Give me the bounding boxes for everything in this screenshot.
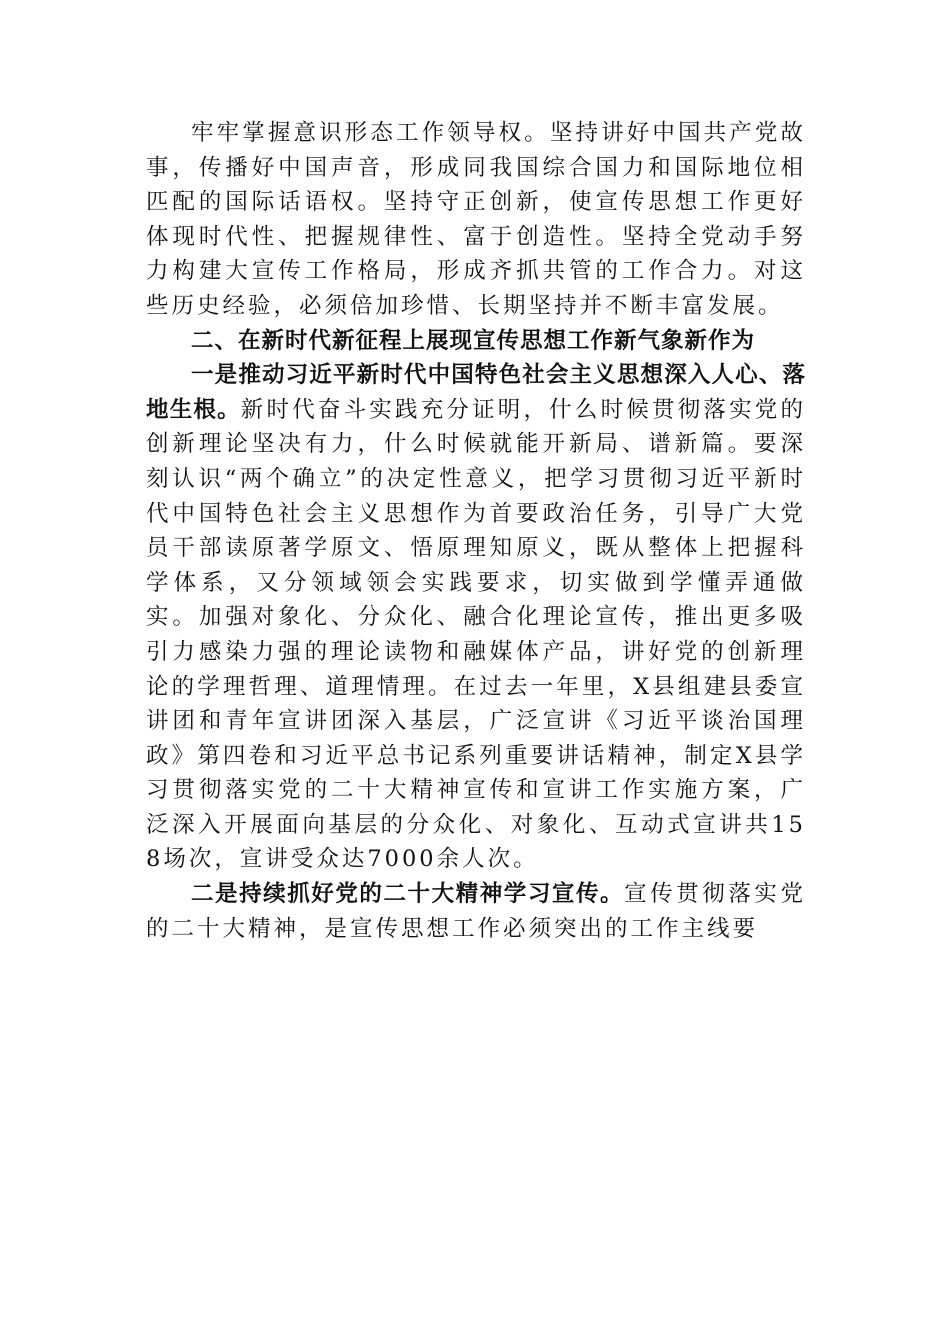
document-body: [146, 116, 806, 946]
paragraph-body-theory: 新时代奋斗实践充分证明，什么时候贯彻落实党的创新理论坚决有力，什么时候就能开新局、谱新篇。要深刻认识“两个确立”的决定性意义，把学习贯彻习近平新时代中国特色社会主义思想作为首要政治任务，引导广大党员干部读原著学原文、悟原理知原义，既从整体上把握科学体系，又分领域领会实践要求，切实做到学懂弄通做实。加强对象化、分众化、融合化理论宣传，推出更多吸引力感染力强的理论读物和融媒体产品，讲好党的创新理论的学理哲理、道理情理。在过去一年里，X县组建县委宣讲团和青年宣讲团深入基层，广泛宣讲《习近平谈治国理政》第四卷和习近平总书记系列重要讲话精神，制定X县学习贯彻落实党的二十大精神宣传和宣讲工作实施方案，广泛深入开展面向基层的分众化、对象化、互动式宣讲共158场次，宣讲受众达7000余人次。: [146, 396, 806, 873]
paragraph-body-congress: 宣传贯彻落实党的二十大精神，是宣传思想工作必须突出的工作主线要: [146, 881, 806, 942]
paragraph-lead-congress: 二是持续抓好党的二十大精神学习宣传。: [191, 881, 625, 908]
paragraph-congress-spirit: [146, 877, 806, 946]
paragraph-theory-promotion: [146, 358, 806, 877]
paragraph-lead-theory: 一是推动习近平新时代中国特色社会主义思想深入人心、落地生根。: [146, 362, 806, 423]
paragraph-historical-experience: 牢牢掌握意识形态工作领导权。坚持讲好中国共产党故事，传播好中国声音，形成同我国综合国力和国际地位相匹配的国际话语权。坚持守正创新，使宣传思想工作更好体现时代性、把握规律性、富于创造性。坚持全党动手努力构建大宣传工作格局，形成齐抓共管的工作合力。对这些历史经验，必须倍加珍惜、长期坚持并不断丰富发展。: [146, 120, 806, 319]
section-heading: 二、在新时代新征程上展现宣传思想工作新气象新作为: [191, 327, 756, 354]
